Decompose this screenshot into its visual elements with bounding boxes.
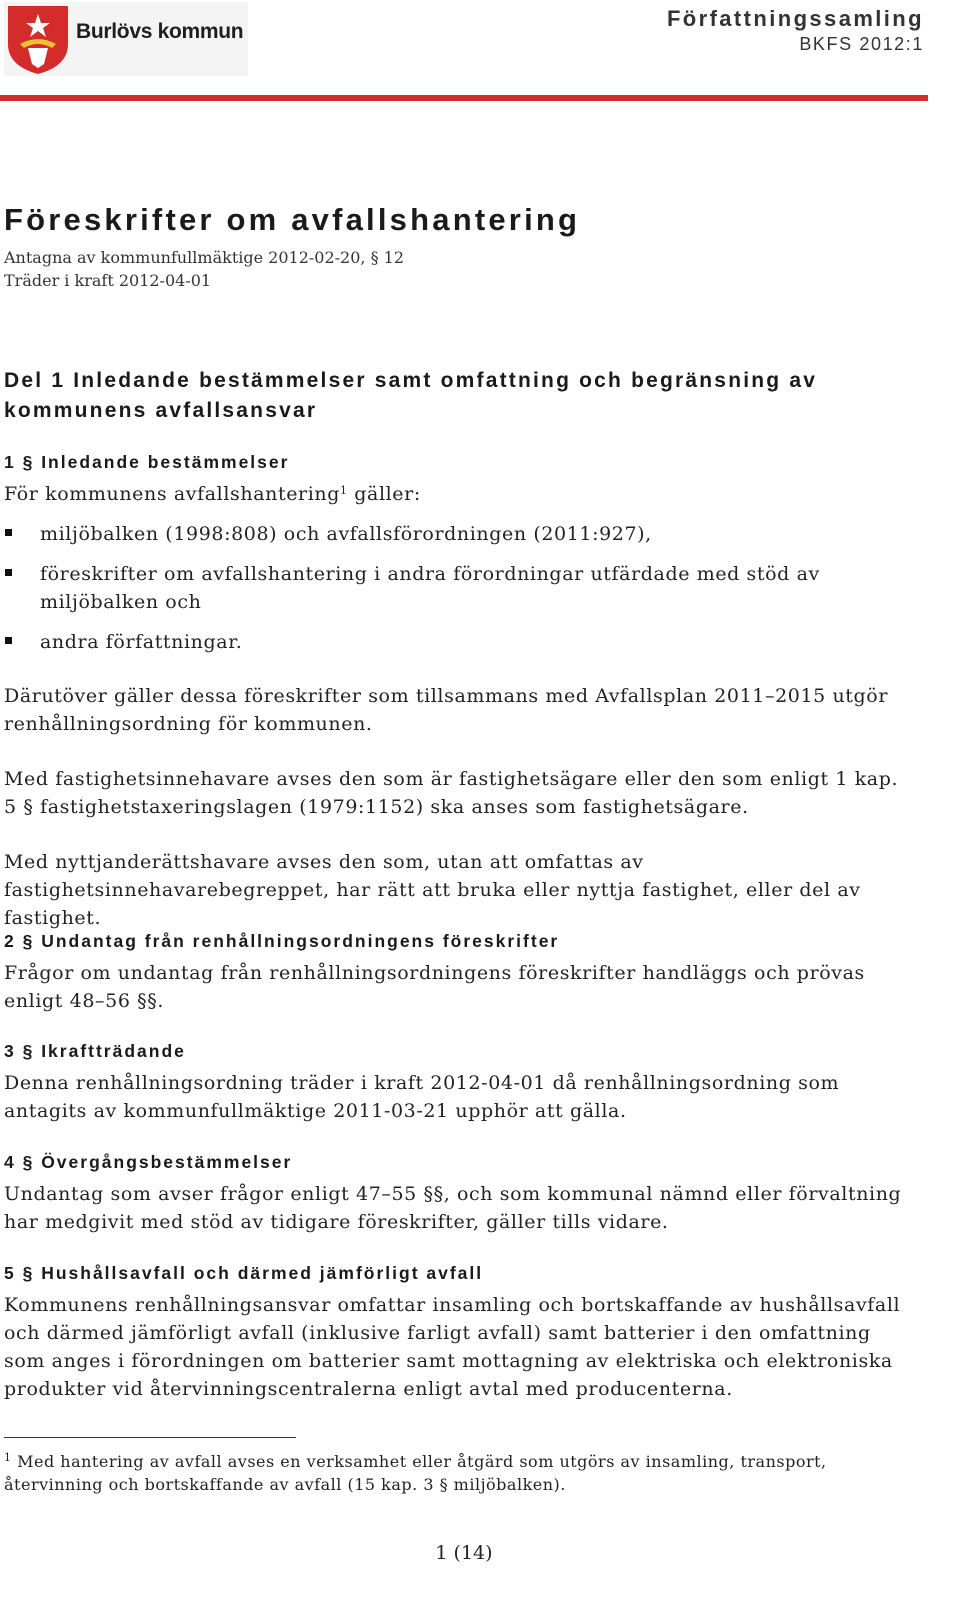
list-item-text: miljöbalken (1998:808) och avfallsförordningen (2011:927), xyxy=(40,523,652,545)
list-item xyxy=(0,628,910,656)
intro-text-end: gäller: xyxy=(347,483,421,505)
section-1-paragraph: Med fastighetsinnehavare avses den som är fastighetsägare eller den som enligt 1 kap. 5 § fastighetstaxeringslagen (1979:1152) ska anses som fastighetsägare. xyxy=(4,768,899,818)
section-4-text: Undantag som avser frågor enligt 47–55 §§, och som kommunal nämnd eller förvaltning har medgivit med stöd av tidigare föreskrifter, gäller tills vidare. xyxy=(4,1183,902,1233)
footnote xyxy=(4,1450,914,1496)
footnote-ref[interactable]: 1 xyxy=(340,484,348,497)
section-3-heading: 3 § Ikraftträdande xyxy=(4,1041,186,1061)
page-number: 1 (14) xyxy=(435,1542,493,1564)
part-heading: Del 1 Inledande bestämmelser samt omfattning och begränsning av kommunens avfallsansvar xyxy=(4,369,818,422)
list-item xyxy=(0,560,910,616)
section-1-paragraph: Med nyttjanderättshavare avses den som, utan att omfattas av fastighetsinnehavarebegreppet, har rätt att bruka eller nyttja fastighet, eller del av fastighet. xyxy=(4,851,861,929)
intro-text: För kommunens avfallshantering xyxy=(4,483,340,505)
section-1-list xyxy=(0,520,910,668)
document-meta xyxy=(4,246,404,292)
section-3-text: Denna renhållningsordning träder i kraft 2012-04-01 då renhållningsordning som antagits av kommunfullmäktige 2011-03-21 upphör att gälla. xyxy=(4,1072,840,1122)
section-5-text: Kommunens renhållningsansvar omfattar insamling och bortskaffande av hushållsavfall och därmed jämförligt avfall (inklusive farligt avfall) samt batterier i den omfattning som anges i förordningen om batterier samt mottagning av elektriska och elektroniska produkter vid återvinningscentralerna enligt avtal med producenterna. xyxy=(4,1294,901,1400)
section-1-paragraph: Därutöver gäller dessa föreskrifter som tillsammans med Avfallsplan 2011–2015 utgör renhållningsordning för kommunen. xyxy=(4,685,889,735)
section-1-heading: 1 § Inledande bestämmelser xyxy=(4,452,290,472)
header-divider xyxy=(0,95,928,101)
collection-title: Författningssamling xyxy=(666,6,924,31)
section-5-heading: 5 § Hushållsavfall och därmed jämförligt avfall xyxy=(4,1263,484,1283)
bullet-square-icon xyxy=(5,569,12,576)
section-2-text: Frågor om undantag från renhållningsordningens föreskrifter handläggs och prövas enligt 48–56 §§. xyxy=(4,962,865,1012)
adopted-line: Antagna av kommunfullmäktige 2012-02-20, § 12 xyxy=(4,248,405,267)
bullet-square-icon xyxy=(5,637,12,644)
list-item-text: andra författningar. xyxy=(40,631,243,653)
statute-collection-label xyxy=(667,6,924,56)
list-item xyxy=(0,520,910,548)
document-title: Föreskrifter om avfallshantering xyxy=(4,202,581,237)
bullet-square-icon xyxy=(5,529,12,536)
coat-of-arms-icon xyxy=(6,4,70,76)
section-2-heading: 2 § Undantag från renhållningsordningens föreskrifter xyxy=(4,931,560,951)
list-item-text: föreskrifter om avfallshantering i andra förordningar utfärdade med stöd av miljöbalken och xyxy=(40,563,820,613)
municipality-logo xyxy=(4,2,248,76)
section-1-intro xyxy=(4,480,914,508)
effective-line: Träder i kraft 2012-04-01 xyxy=(4,271,212,290)
municipality-name: Burlövs kommun xyxy=(76,20,244,43)
footnote-marker: 1 xyxy=(4,1451,12,1464)
footnote-divider xyxy=(4,1437,296,1438)
section-4-heading: 4 § Övergångsbestämmelser xyxy=(4,1152,293,1172)
footnote-text: Med hantering av avfall avses en verksamhet eller åtgärd som utgörs av insamling, transport, återvinning och bortskaffande av avfall (15 kap. 3 § miljöbalken). xyxy=(4,1452,827,1494)
collection-code: BKFS 2012:1 xyxy=(799,34,924,54)
